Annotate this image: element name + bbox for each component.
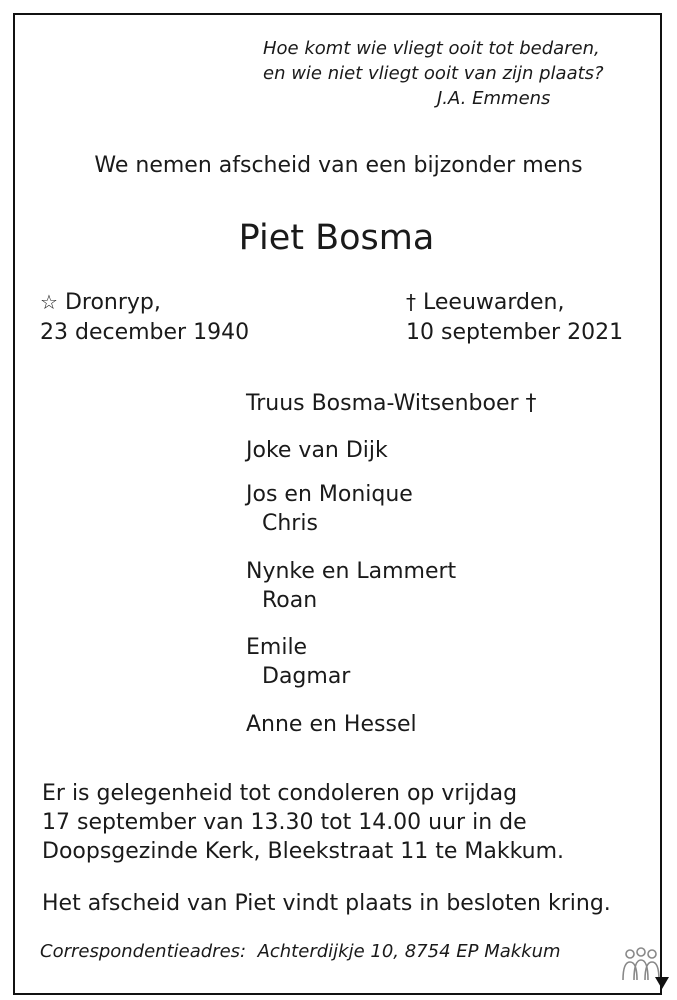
birth-place: Dronryp, xyxy=(64,290,161,315)
condolence-line: 17 september van 13.30 tot 14.00 uur in de xyxy=(42,810,527,835)
triangle-down-icon[interactable] xyxy=(655,977,669,989)
condolence-line: Er is gelegenheid tot condoleren op vrijdag xyxy=(42,781,518,806)
family-names: Nynke en Lammert xyxy=(246,559,457,584)
family-child: Chris xyxy=(262,511,318,536)
family-names: Joke van Dijk xyxy=(246,438,388,463)
poem-line-1: Hoe komt wie vliegt ooit tot bedaren, xyxy=(263,38,600,59)
family-names: Truus Bosma-Witsenboer † xyxy=(246,391,537,416)
star-icon: ☆ xyxy=(40,290,58,314)
condolence-line: Doopsgezinde Kerk, Bleekstraat 11 te Makkum. xyxy=(42,839,565,864)
death-info xyxy=(406,287,623,348)
family-names: Emile xyxy=(246,635,308,660)
poem-line-2: en wie niet vliegt ooit van zijn plaats? xyxy=(263,63,604,84)
condolence-text xyxy=(42,779,564,866)
poem-author: J.A. Emmens xyxy=(437,88,551,109)
intro-text: We nemen afscheid van een bijzonder mens xyxy=(94,153,583,178)
family-names: Jos en Monique xyxy=(246,482,413,507)
family-group-2 xyxy=(246,436,388,465)
family-group-6 xyxy=(246,710,417,739)
deceased-name: Piet Bosma xyxy=(238,218,435,258)
cross-icon: † xyxy=(406,290,416,314)
birth-date: 23 december 1940 xyxy=(40,320,250,345)
death-place: Leeuwarden, xyxy=(423,290,565,315)
birth-info xyxy=(40,287,249,348)
family-group-3 xyxy=(246,480,413,538)
family-group-5 xyxy=(246,633,350,691)
address-value: Achterdijkje 10, 8754 EP Makkum xyxy=(257,941,561,962)
correspondence-address xyxy=(40,941,561,962)
family-child: Dagmar xyxy=(262,664,351,689)
death-date: 10 september 2021 xyxy=(406,320,624,345)
family-group-1 xyxy=(246,389,537,418)
family-group-4 xyxy=(246,557,456,615)
funeral-note: Het afscheid van Piet vindt plaats in besloten kring. xyxy=(42,891,611,916)
family-child: Roan xyxy=(262,588,318,613)
family-names: Anne en Hessel xyxy=(246,712,417,737)
address-label: Correspondentieadres: xyxy=(40,941,247,962)
